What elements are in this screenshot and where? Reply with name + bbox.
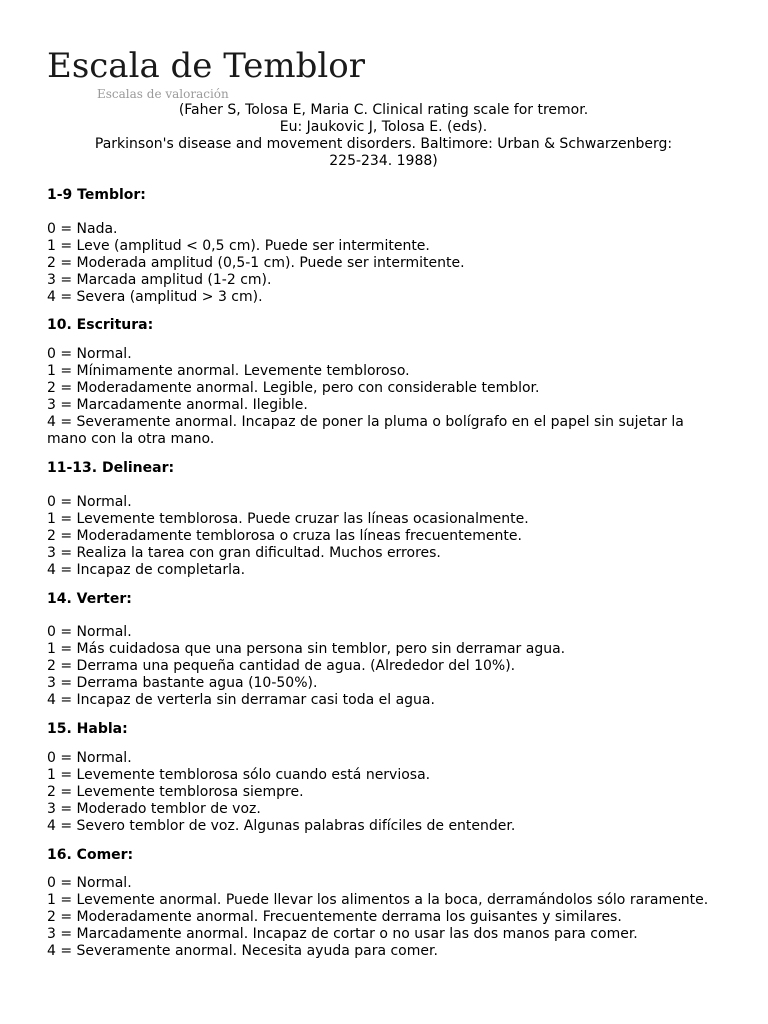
scale-item: 2 = Levemente temblorosa siempre. <box>47 784 304 800</box>
scale-item: 0 = Normal. <box>47 346 132 362</box>
scale-item: 2 = Moderadamente temblorosa o cruza las líneas frecuentemente. <box>47 528 522 544</box>
reference-line: 225-234. 1988) <box>329 153 438 169</box>
scale-item: 0 = Nada. <box>47 221 118 237</box>
scale-item: 3 = Realiza la tarea con gran dificultad. Muchos errores. <box>47 545 441 561</box>
scale-item: 3 = Moderado temblor de voz. <box>47 801 261 817</box>
scale-item: 4 = Severa (amplitud > 3 cm). <box>47 289 263 305</box>
reference-line: Eu: Jaukovic J, Tolosa E. (eds). <box>279 119 488 135</box>
section-title-verter: 14. Verter: <box>47 591 132 607</box>
scale-item: 4 = Severamente anormal. Incapaz de poner la pluma o bolígrafo en el papel sin sujetar la mano con la otra mano. <box>47 414 684 447</box>
page-title: Escala de Temblor <box>47 46 365 86</box>
scale-item: 2 = Moderada amplitud (0,5-1 cm). Puede ser intermitente. <box>47 255 465 271</box>
section-title-delinear: 11-13. Delinear: <box>47 460 175 476</box>
scale-item: 0 = Normal. <box>47 494 132 510</box>
section-items-habla <box>47 750 727 835</box>
section-title-comer: 16. Comer: <box>47 847 134 863</box>
scale-item: 4 = Incapaz de verterla sin derramar casi toda el agua. <box>47 692 435 708</box>
section-items-verter <box>47 624 727 709</box>
section-title-habla: 15. Habla: <box>47 721 128 737</box>
scale-item: 0 = Normal. <box>47 750 132 766</box>
scale-item: 1 = Más cuidadosa que una persona sin temblor, pero sin derramar agua. <box>47 641 566 657</box>
section-items-temblor <box>47 221 727 306</box>
scale-item: 2 = Derrama una pequeña cantidad de agua. (Alrededor del 10%). <box>47 658 516 674</box>
scale-item: 3 = Marcadamente anormal. Incapaz de cortar o no usar las dos manos para comer. <box>47 926 638 942</box>
scale-item: 2 = Moderadamente anormal. Legible, pero con considerable temblor. <box>47 380 540 396</box>
section-title-temblor: 1-9 Temblor: <box>47 187 146 203</box>
section-items-delinear <box>47 494 727 579</box>
scale-item: 1 = Leve (amplitud < 0,5 cm). Puede ser intermitente. <box>47 238 430 254</box>
scale-item: 4 = Severo temblor de voz. Algunas palabras difíciles de entender. <box>47 818 516 834</box>
scale-item: 0 = Normal. <box>47 624 132 640</box>
section-title-escritura: 10. Escritura: <box>47 317 154 333</box>
page-subtitle: Escalas de valoración <box>97 87 229 101</box>
scale-item: 1 = Levemente temblorosa sólo cuando está nerviosa. <box>47 767 431 783</box>
scale-item: 2 = Moderadamente anormal. Frecuentemente derrama los guisantes y similares. <box>47 909 622 925</box>
scale-item: 1 = Levemente anormal. Puede llevar los alimentos a la boca, derramándolos sólo raramente. <box>47 892 709 908</box>
scale-item: 3 = Marcadamente anormal. Ilegible. <box>47 397 308 413</box>
scale-item: 1 = Levemente temblorosa. Puede cruzar las líneas ocasionalmente. <box>47 511 529 527</box>
scale-item: 3 = Derrama bastante agua (10-50%). <box>47 675 318 691</box>
reference-citation <box>47 102 720 170</box>
reference-line: (Faher S, Tolosa E, Maria C. Clinical rating scale for tremor. <box>178 102 589 118</box>
section-items-escritura <box>47 346 727 448</box>
scale-item: 3 = Marcada amplitud (1-2 cm). <box>47 272 272 288</box>
scale-item: 4 = Severamente anormal. Necesita ayuda para comer. <box>47 943 438 959</box>
scale-item: 0 = Normal. <box>47 875 132 891</box>
scale-item: 1 = Mínimamente anormal. Levemente tembloroso. <box>47 363 410 379</box>
section-items-comer <box>47 875 727 960</box>
reference-line: Parkinson's disease and movement disorders. Baltimore: Urban & Schwarzenberg: <box>94 136 673 152</box>
scale-item: 4 = Incapaz de completarla. <box>47 562 246 578</box>
